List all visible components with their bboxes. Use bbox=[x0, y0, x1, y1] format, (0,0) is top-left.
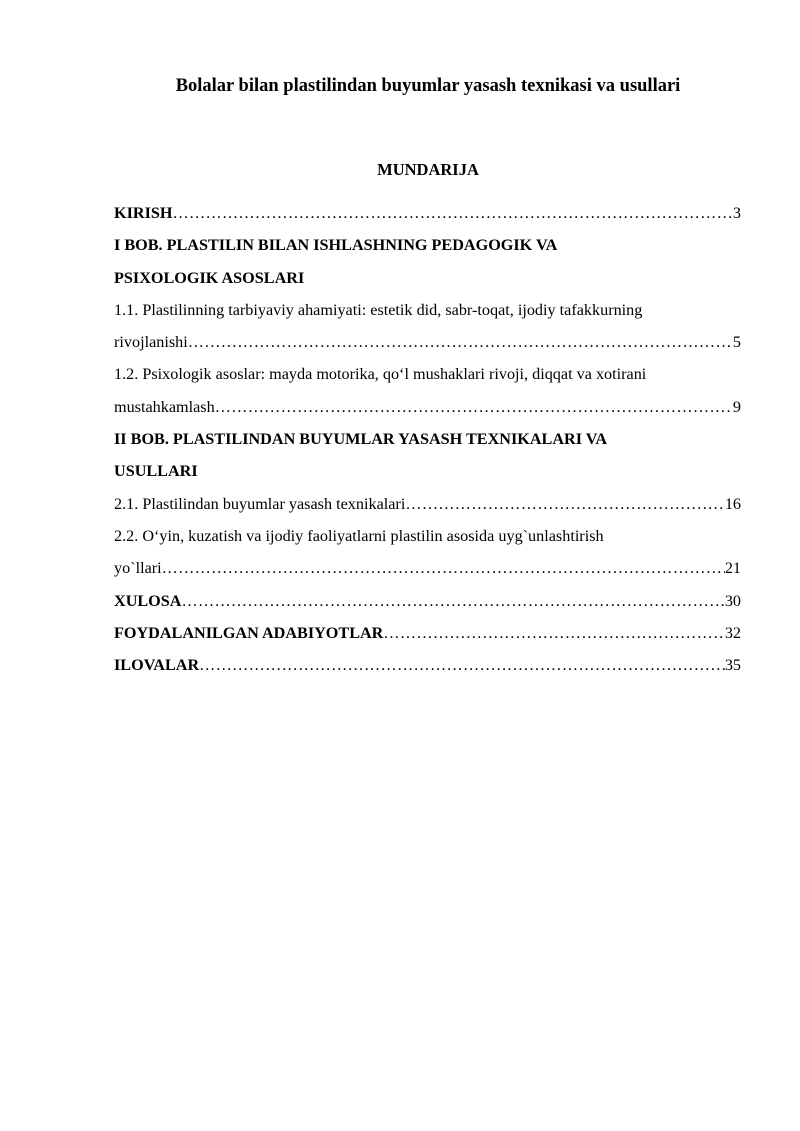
toc-entry-xulosa[interactable] bbox=[114, 585, 741, 617]
toc-chapter-1-line-2[interactable]: PSIXOLOGIK ASOSLARI bbox=[114, 268, 305, 287]
document-title: Bolalar bilan plastilindan buyumlar yasash texnikasi va usullari bbox=[175, 76, 681, 96]
toc-entry-label: XULOSA bbox=[114, 591, 182, 610]
toc-entry-ilovalar[interactable] bbox=[114, 649, 741, 681]
toc-entry-label: yo`llari bbox=[114, 559, 162, 578]
toc-chapter-2-line-2[interactable]: USULLARI bbox=[114, 462, 198, 481]
toc-entry-adabiyotlar[interactable] bbox=[114, 617, 741, 649]
toc-section-1-2-line-2[interactable] bbox=[114, 391, 741, 423]
toc-section-1-2-line-1[interactable]: 1.2. Psixologik asoslar: mayda motorika, qo‘l mushaklari rivoji, diqqat va xotirani bbox=[114, 365, 647, 384]
toc-entry-label: rivojlanishi bbox=[114, 333, 188, 352]
table-of-contents bbox=[114, 197, 741, 681]
toc-section-1-1-line-2[interactable] bbox=[114, 326, 741, 358]
dot-leader bbox=[215, 391, 733, 423]
toc-page-number: 3 bbox=[732, 204, 741, 222]
toc-section-1-1-line-1[interactable]: 1.1. Plastilinning tarbiyaviy ahamiyati: estetik did, sabr-toqat, ijodiy tafakkurning bbox=[114, 300, 643, 319]
toc-page-number: 30 bbox=[724, 591, 741, 610]
toc-page-number: 9 bbox=[732, 397, 741, 416]
toc-section-2-1[interactable] bbox=[114, 488, 741, 520]
dot-leader bbox=[199, 649, 725, 681]
toc-entry-label: 2.1. Plastilindan buyumlar yasash texnikalari bbox=[114, 494, 406, 513]
toc-page-number: 21 bbox=[724, 559, 741, 578]
toc-chapter-2-line-1[interactable]: II BOB. PLASTILINDAN BUYUMLAR YASASH TEXNIKALARI VA bbox=[114, 430, 608, 449]
dot-leader bbox=[383, 617, 724, 649]
toc-page-number: 16 bbox=[724, 494, 741, 513]
dot-leader bbox=[188, 326, 733, 358]
toc-section-2-2-line-2[interactable] bbox=[114, 552, 741, 584]
toc-heading: MUNDARIJA bbox=[377, 160, 479, 179]
toc-entry-label: ILOVALAR bbox=[114, 656, 200, 675]
toc-page-number: 35 bbox=[724, 656, 741, 675]
toc-entry-label: FOYDALANILGAN ADABIYOTLAR bbox=[114, 623, 384, 642]
dot-leader bbox=[172, 197, 732, 229]
toc-entry-label: KIRISH bbox=[114, 204, 173, 222]
dot-leader bbox=[405, 488, 724, 520]
toc-page-number: 32 bbox=[724, 623, 741, 642]
toc-page-number: 5 bbox=[732, 333, 741, 352]
dot-leader bbox=[181, 585, 724, 617]
dot-leader bbox=[162, 552, 725, 584]
toc-chapter-1-line-1[interactable]: I BOB. PLASTILIN BILAN ISHLASHNING PEDAGOGIK VA bbox=[114, 236, 558, 255]
toc-section-2-2-line-1[interactable]: 2.2. O‘yin, kuzatish va ijodiy faoliyatlarni plastilin asosida uyg`unlashtirish bbox=[114, 526, 604, 545]
toc-entry-kirish[interactable] bbox=[114, 197, 741, 229]
toc-entry-label: mustahkamlash bbox=[114, 397, 215, 416]
